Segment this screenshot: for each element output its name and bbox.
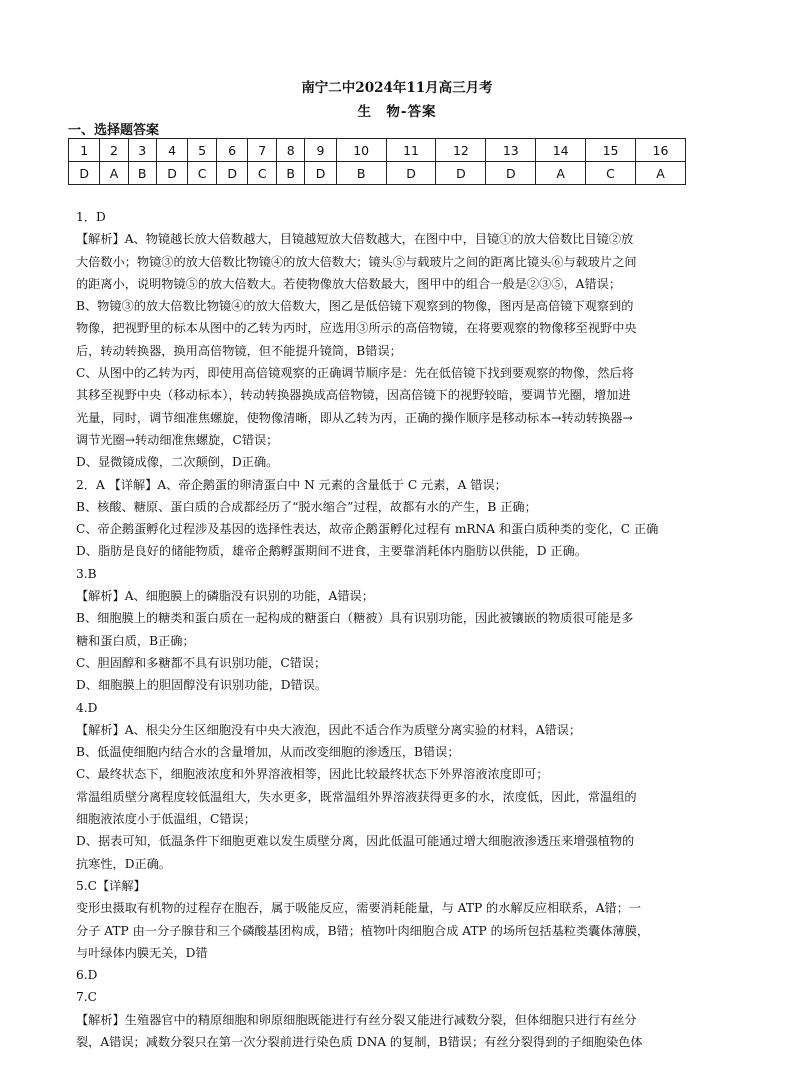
text-line: 的距离小，说明物镜⑤的放大倍数大。若使物像放大倍数最大，图甲中的组合一般是②③⑤，A错误； [76, 276, 622, 291]
text-line: 调节光圈→转动细准焦螺旋，C错误； [76, 432, 279, 447]
text-line: 分子 ATP 由一分子腺苷和三个磷酸基团构成，B错；植物叶肉细胞合成 ATP 的场所包括基粒类囊体薄膜， [76, 923, 650, 938]
answer-table [68, 138, 686, 185]
text-line: 大倍数小；物镜③的放大倍数比物镜④的放大倍数大；镜头⑤与载玻片之间的距离比镜头⑥与载玻片之间 [76, 254, 637, 269]
text-line: 【解析】A、物镜越长放大倍数越大，目镜越短放大倍数越大，在图中中，目镜①的放大倍数比目镜②放 [76, 232, 634, 247]
text-line: C、帝企鹅蛋孵化过程涉及基因的选择性表达，故帝企鹅蛋孵化过程有 mRNA 和蛋白质种类的变化，C 正确 [76, 522, 659, 537]
document-title: 南宁二中2024年11月高三月考 [301, 80, 493, 96]
text-line: 【解析】A、细胞膜上的磷脂没有识别的功能，A错误； [76, 589, 374, 604]
answer-cell: C [248, 162, 277, 185]
text-line: D、显微镜成像，二次颠倒，D正确。 [76, 455, 279, 470]
answer-cell: D [156, 162, 187, 185]
text-line: B、核酸、糖原、蛋白质的合成都经历了“脱水缩合”过程，故都有水的产生，B 正确； [76, 499, 537, 514]
text-line: 光量，同时，调节细准焦螺旋，使物像清晰，即从乙转为丙，正确的操作顺序是移动标本→转动转换器→ [76, 410, 633, 425]
text-line: 裂，A错误；减数分裂只在第一次分裂前进行染色质 DNA 的复制，B错误；有丝分裂得到的子细胞染色体 [76, 1034, 643, 1049]
text-line: 【解析】生殖器官中的精原细胞和卵原细胞既能进行有丝分裂又能进行减数分裂，但体细胞只进行有丝分 [76, 1012, 637, 1027]
question-number-cell: 1 [69, 139, 100, 162]
text-line: 常温组质壁分离程度较低温组大，失水更多，既常温组外界溶液获得更多的水，浓度低，因此，常温组的 [76, 789, 637, 804]
text-line: 细胞液浓度小于低温组，C错误； [76, 812, 256, 827]
answer-cell: A [100, 162, 128, 185]
text-line: D、据表可知，低温条件下细胞更难以发生质壁分离，因此低温可能通过增大细胞液渗透压来增强植物的 [76, 834, 635, 849]
text-line: D、脂肪是良好的储能物质，雄帝企鹅孵蛋期间不进食，主要靠消耗体内脂肪以供能，D 正确。 [76, 544, 587, 559]
text-line: 6.D [76, 968, 98, 983]
answer-cell: B [128, 162, 156, 185]
question-number-cell: 15 [586, 139, 636, 162]
document-subtitle: 生 物-答案 [357, 104, 437, 120]
text-line: 抗寒性，D正确。 [76, 856, 172, 871]
answer-cell: D [305, 162, 336, 185]
question-number-cell: 13 [486, 139, 536, 162]
answer-cell: B [277, 162, 305, 185]
answer-cell: D [69, 162, 100, 185]
text-line: B、物镜③的放大倍数比物镜④的放大倍数大，图乙是低倍镜下观察到的物像，图丙是高倍镜下观察到的 [76, 299, 634, 314]
question-number-cell: 14 [536, 139, 586, 162]
question-number-cell: 3 [128, 139, 156, 162]
text-line: 变形虫摄取有机物的过程存在胞吞，属于吸能反应，需要消耗能量，与 ATP 的水解反应相联系，A错；一 [76, 901, 642, 916]
answer-cell: D [486, 162, 536, 185]
text-line: 与叶绿体内膜无关，D错 [76, 945, 208, 960]
text-line: 7.C [76, 990, 97, 1005]
answer-cell: D [216, 162, 247, 185]
answer-cell: C [188, 162, 217, 185]
text-line: 【解析】A、根尖分生区细胞没有中央大液泡，因此不适合作为质壁分离实验的材料，A错误； [76, 722, 582, 737]
question-number-cell: 9 [305, 139, 336, 162]
question-number-cell: 7 [248, 139, 277, 162]
answer-cell: D [436, 162, 486, 185]
answer-cell: A [536, 162, 586, 185]
question-number-cell: 12 [436, 139, 486, 162]
question-number-cell: 16 [635, 139, 685, 162]
text-line: 糖和蛋白质，B正确； [76, 633, 195, 648]
answer-cell: B [336, 162, 386, 185]
text-line: 4.D [76, 700, 98, 715]
text-line: 3.B [76, 566, 97, 581]
text-line: 1．D [76, 210, 106, 224]
section-title: 一、选择题答案 [68, 123, 160, 138]
explanation-body [76, 206, 694, 1053]
question-number-cell: 8 [277, 139, 305, 162]
question-number-cell: 4 [156, 139, 187, 162]
text-line: 后，转动转换器，换用高倍物镜，但不能提升镜筒，B错误； [76, 343, 402, 358]
text-line: D、细胞膜上的胆固醇没有识别功能，D错误。 [76, 678, 328, 693]
text-line: 2．A 【详解】A、帝企鹅蛋的卵清蛋白中 N 元素的含量低于 C 元素，A 错误； [76, 477, 507, 492]
question-number-cell: 6 [216, 139, 247, 162]
question-number-cell: 10 [336, 139, 386, 162]
answer-cell: D [386, 162, 436, 185]
question-number-cell: 5 [188, 139, 217, 162]
answer-cell: A [635, 162, 685, 185]
text-line: C、胆固醇和多糖都不具有识别功能，C错误； [76, 655, 327, 670]
answer-cell: C [586, 162, 636, 185]
answer-table-number-row [69, 139, 686, 162]
text-line: C、最终状态下，细胞液浓度和外界溶液相等，因此比较最终状态下外界溶液浓度即可； [76, 767, 549, 782]
answer-table-answer-row [69, 162, 686, 185]
text-line: 5.C【详解】 [76, 878, 146, 893]
question-number-cell: 2 [100, 139, 128, 162]
text-line: B、细胞膜上的糖类和蛋白质在一起构成的糖蛋白（糖被）具有识别功能，因此被镶嵌的物质很可能是多 [76, 611, 634, 626]
text-line: 其移至视野中央（移动标本），转动转换器换成高倍物镜，因高倍镜下的视野较暗，要调节光圈，增加进 [76, 388, 631, 403]
text-line: C、从图中的乙转为丙，即使用高倍镜观察的正确调节顺序是：先在低倍镜下找到要观察的物像，然后将 [76, 366, 634, 381]
text-line: B、低温使细胞内结合水的含量增加，从而改变细胞的渗透压，B错误； [76, 745, 460, 760]
text-line: 物像，把视野里的标本从图中的乙转为丙时，应选用③所示的高倍物镜，在将要观察的物像移至视野中央 [76, 321, 637, 336]
question-number-cell: 11 [386, 139, 436, 162]
